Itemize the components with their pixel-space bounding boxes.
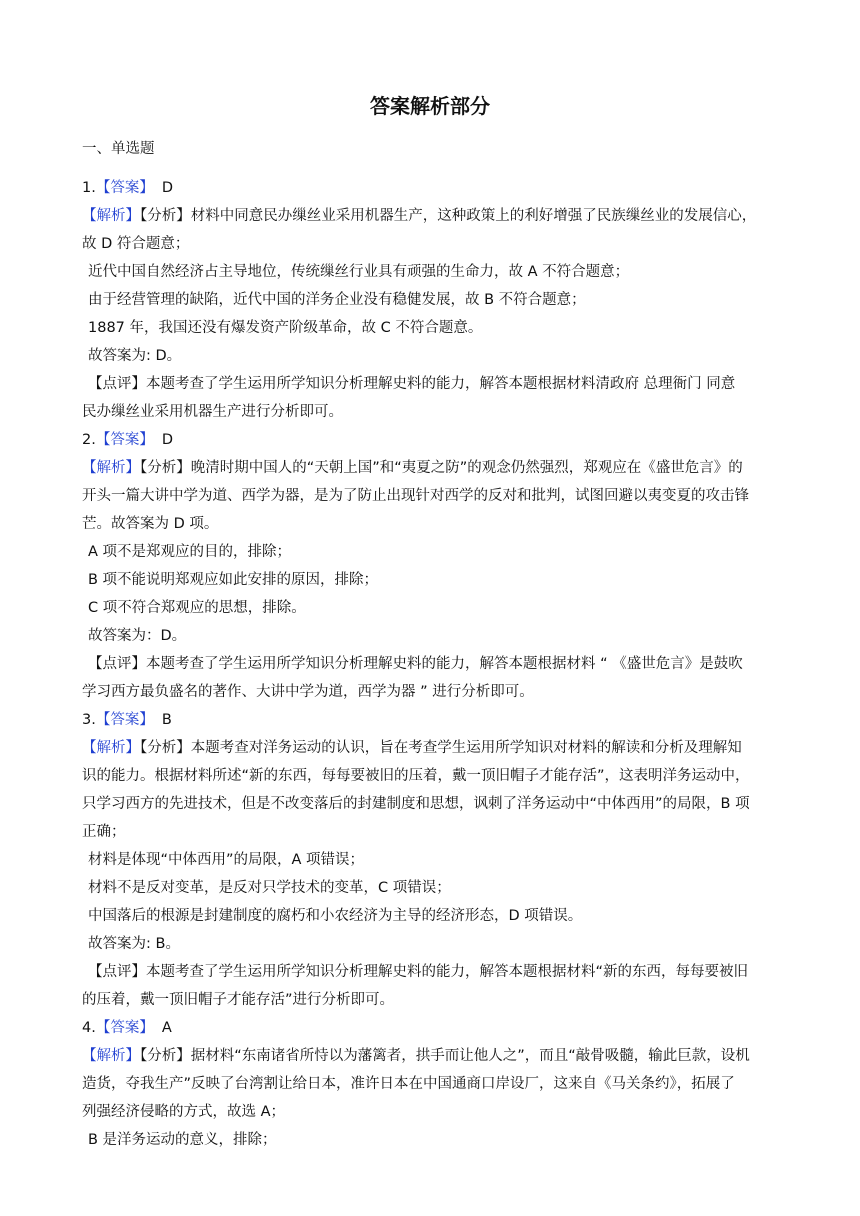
analysis-line: 【解析】【分析】本题考查对洋务运动的认识，旨在考查学生运用所学知识对材料的解读和分析及理解知 [82, 740, 742, 756]
comment-line: 的压着，戴一顶旧帽子才能存活”进行分析即可。 [82, 992, 395, 1008]
answer-value: B [161, 712, 172, 728]
comment-line: 【点评】本题考查了学生运用所学知识分析理解史料的能力，解答本题根据材料 “ 《盛世危言》是鼓吹 [88, 656, 743, 672]
analysis-line: 中国落后的根源是封建制度的腐朽和小农经济为主导的经济形态，D 项错误。 [88, 908, 583, 924]
question-2 [82, 426, 776, 706]
analysis-line: A 项不是郑观应的目的，排除； [88, 544, 292, 560]
jiexi-label: 【解析】 [82, 208, 140, 224]
analysis-line: 故答案为：D。 [88, 628, 187, 644]
analysis-line: C 项不符合郑观应的思想，排除。 [88, 600, 306, 616]
comment-line: 民办缫丝业采用机器生产进行分析即可。 [82, 404, 343, 420]
fenxi-label: 【分析】 [140, 1048, 191, 1064]
analysis-line: 1887 年，我国还没有爆发资产阶级革命，故 C 不符合题意。 [88, 320, 483, 336]
question-number: 4. [82, 1020, 96, 1036]
page-title: 答案解析部分 [370, 94, 490, 118]
dianping-label: 【点评】 [88, 376, 146, 392]
analysis-line: 故答案为: B。 [88, 936, 180, 952]
analysis-line: 材料是体现“中体西用”的局限，A 项错误； [88, 852, 365, 868]
analysis-line: 正确； [82, 824, 126, 840]
answer-label: 【答案】 [95, 180, 154, 196]
dianping-label: 【点评】 [88, 656, 146, 672]
answer-line [82, 426, 776, 454]
answer-line [82, 1014, 776, 1042]
section-heading: 一、单选题 [82, 141, 155, 157]
analysis-line: 列强经济侵略的方式，故选 A； [82, 1104, 286, 1120]
answer-value: D [161, 432, 174, 448]
answer-list [82, 174, 776, 1154]
analysis-line: 故答案为: D。 [88, 348, 182, 364]
dianping-label: 【点评】 [88, 964, 146, 980]
question-3 [82, 706, 776, 1014]
analysis-line: B 项不能说明郑观应如此安排的原因，排除； [88, 572, 379, 588]
answer-value: D [161, 180, 174, 196]
analysis-line: 故 D 符合题意； [82, 236, 190, 252]
fenxi-label: 【分析】 [140, 740, 191, 756]
analysis-line: 开头一篇大讲中学为道、西学为器，是为了防止出现针对西学的反对和批判，试图回避以夷变夏的攻击锋 [82, 488, 749, 504]
question-4 [82, 1014, 776, 1154]
answer-label: 【答案】 [95, 432, 154, 448]
answer-line [82, 706, 776, 734]
analysis-line: 识的能力。根据材料所述“新的东西，每每要被旧的压着，戴一顶旧帽子才能存活”，这表明洋务运动中， [82, 768, 750, 784]
jiexi-label: 【解析】 [82, 1048, 140, 1064]
comment-line: 学习西方最负盛名的著作、大讲中学为道，西学为器 ” 进行分析即可。 [82, 684, 534, 700]
comment-line: 【点评】本题考查了学生运用所学知识分析理解史料的能力，解答本题根据材料清政府 总理衙门 同意 [88, 376, 736, 392]
analysis-line: B 是洋务运动的意义，排除； [88, 1132, 277, 1148]
comment-line: 【点评】本题考查了学生运用所学知识分析理解史料的能力，解答本题根据材料“新的东西，每每要被旧 [88, 964, 749, 980]
analysis-line: 造货，夺我生产”反映了台湾割让给日本，准许日本在中国通商口岸设厂，这来自《马关条约》，拓展了 [82, 1076, 735, 1092]
question-1 [82, 174, 776, 426]
question-number: 1. [82, 180, 96, 196]
analysis-line: 近代中国自然经济占主导地位，传统缫丝行业具有顽强的生命力，故 A 不符合题意； [88, 264, 630, 280]
analysis-line: 【解析】【分析】据材料“东南诸省所恃以为藩篱者，拱手而让他人之”，而且“敲骨吸髓，输此巨款，设机 [82, 1048, 750, 1064]
analysis-line: 【解析】【分析】材料中同意民办缫丝业采用机器生产，这种政策上的利好增强了民族缫丝业的发展信心， [82, 208, 757, 224]
analysis-line: 芒。故答案为 D 项。 [82, 516, 219, 532]
analysis-line: 材料不是反对变革，是反对只学技术的变革，C 项错误； [88, 880, 451, 896]
answer-line [82, 174, 776, 202]
fenxi-label: 【分析】 [140, 208, 191, 224]
jiexi-label: 【解析】 [82, 740, 140, 756]
question-number: 2. [82, 432, 96, 448]
jiexi-label: 【解析】 [82, 460, 140, 476]
analysis-line: 【解析】【分析】晚清时期中国人的“天朝上国”和“夷夏之防”的观念仍然强烈，郑观应在《盛世危言》的 [82, 460, 743, 476]
answer-value: A [161, 1020, 172, 1036]
answer-label: 【答案】 [95, 712, 154, 728]
analysis-line: 只学习西方的先进技术，但是不改变落后的封建制度和思想，讽刺了洋务运动中“中体西用”的局限，B 项 [82, 796, 750, 812]
question-number: 3. [82, 712, 96, 728]
analysis-line: 由于经营管理的缺陷，近代中国的洋务企业没有稳健发展，故 B 不符合题意； [88, 292, 586, 308]
fenxi-label: 【分析】 [140, 460, 191, 476]
answer-label: 【答案】 [95, 1020, 154, 1036]
